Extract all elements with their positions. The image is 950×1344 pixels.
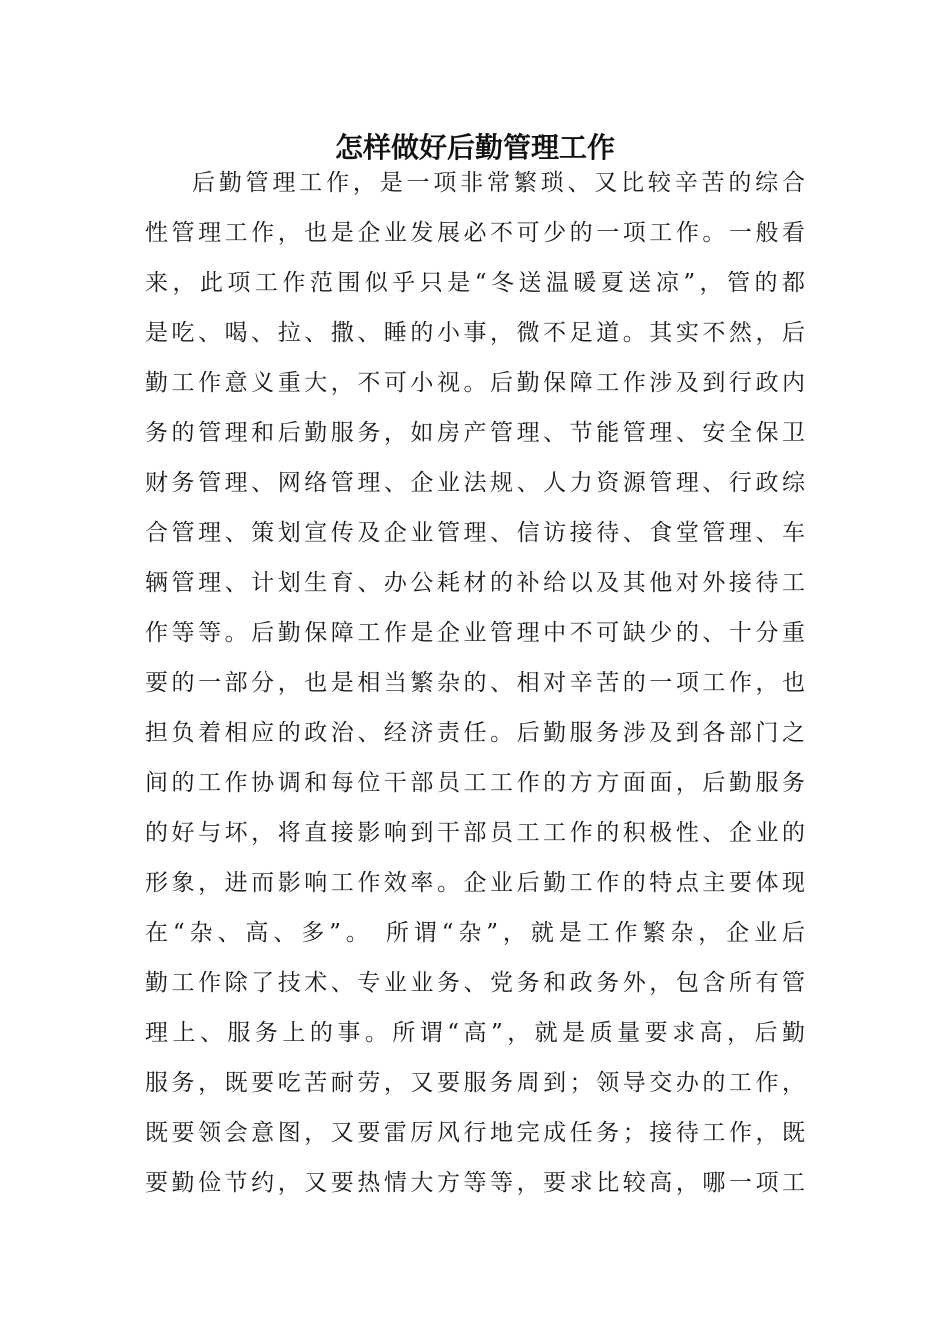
- paragraph-line: 务的管理和后勤服务，如房产管理、节能管理、安全保卫: [145, 420, 805, 446]
- paragraph-line: 后勤管理工作，是一项非常繁琐、又比较辛苦的综合: [192, 170, 805, 196]
- paragraph-line: 的好与坏，将直接影响到干部员工工作的积极性、企业的: [145, 820, 805, 846]
- paragraph-line: 要的一部分，也是相当繁杂的、相对辛苦的一项工作，也: [145, 670, 805, 696]
- paragraph-line: 财务管理、网络管理、企业法规、人力资源管理、行政综: [145, 470, 805, 496]
- paragraph-line: 理上、服务上的事。所谓“高”，就是质量要求高，后勤: [145, 1020, 805, 1046]
- paragraph-line: 是吃、喝、拉、撒、睡的小事，微不足道。其实不然，后: [145, 320, 805, 346]
- paragraph-line: 作等等。后勤保障工作是企业管理中不可缺少的、十分重: [145, 620, 805, 646]
- paragraph-line: 间的工作协调和每位干部员工工作的方方面面，后勤服务: [145, 770, 805, 796]
- paragraph-line: 在“杂、高、多”。 所谓“杂”，就是工作繁杂，企业后: [145, 920, 805, 946]
- paragraph-line: 辆管理、计划生育、办公耗材的补给以及其他对外接待工: [145, 570, 805, 596]
- paragraph-line: 合管理、策划宣传及企业管理、信访接待、食堂管理、车: [145, 520, 805, 546]
- paragraph-line: 要勤俭节约，又要热情大方等等，要求比较高，哪一项工: [145, 1170, 805, 1196]
- paragraph-line: 勤工作除了技术、专业业务、党务和政务外，包含所有管: [145, 970, 805, 996]
- paragraph-line: 既要领会意图，又要雷厉风行地完成任务；接待工作，既: [145, 1120, 805, 1146]
- document-title: 怎样做好后勤管理工作: [334, 131, 615, 164]
- paragraph-line: 形象，进而影响工作效率。企业后勤工作的特点主要体现: [145, 870, 805, 896]
- paragraph-line: 担负着相应的政治、经济责任。后勤服务涉及到各部门之: [145, 720, 805, 746]
- paragraph-line: 性管理工作，也是企业发展必不可少的一项工作。一般看: [145, 220, 805, 246]
- paragraph-line: 勤工作意义重大，不可小视。后勤保障工作涉及到行政内: [145, 370, 805, 396]
- paragraph-line: 来，此项工作范围似乎只是“冬送温暖夏送凉”，管的都: [145, 270, 805, 296]
- paragraph-line: 服务，既要吃苦耐劳，又要服务周到；领导交办的工作，: [145, 1070, 805, 1096]
